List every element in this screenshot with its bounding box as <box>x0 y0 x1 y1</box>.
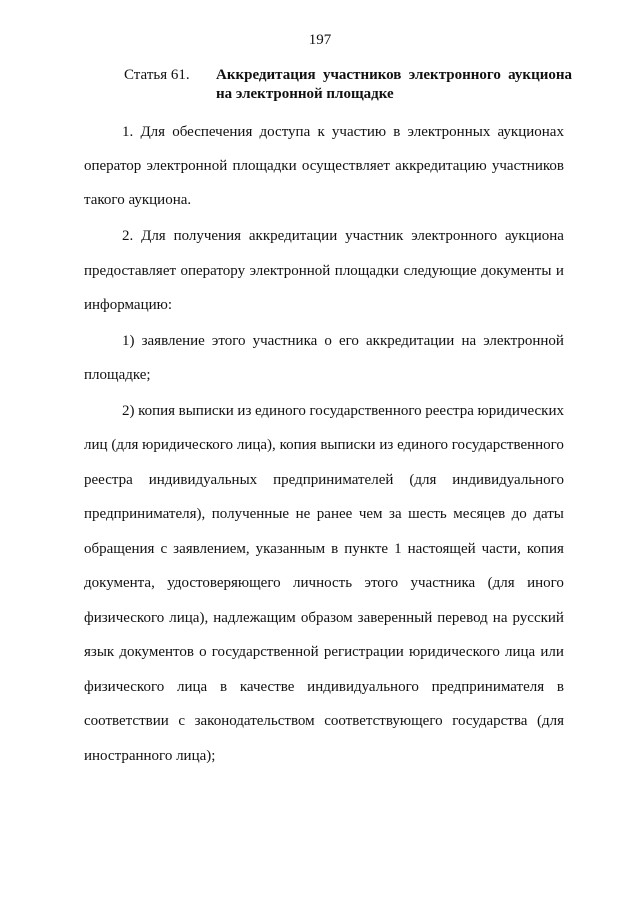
word: из <box>237 403 252 419</box>
word: аккредитации <box>248 228 338 244</box>
text-line <box>84 158 564 175</box>
word: оператору <box>180 263 246 279</box>
word: (для <box>536 713 564 729</box>
word: или <box>540 644 564 660</box>
word: площадки <box>232 158 297 174</box>
word: с <box>160 541 168 557</box>
text-line <box>84 472 564 489</box>
word: участника <box>252 333 318 349</box>
word: его <box>338 333 359 349</box>
word: документы <box>481 263 552 279</box>
word: единого <box>397 437 448 453</box>
word: индивидуальных <box>148 472 258 488</box>
word: в <box>331 541 339 557</box>
word: реестра <box>84 472 133 488</box>
text-line <box>122 228 564 245</box>
word: этого <box>211 333 246 349</box>
text-line <box>84 541 564 558</box>
word: пункте <box>344 541 389 557</box>
article-title: Аккредитация участников электронного аукциона на электронной площадке <box>216 67 572 102</box>
word: копия <box>526 541 564 557</box>
word: заявлением, <box>173 541 250 557</box>
word: индивидуального <box>452 472 564 488</box>
word: полученные <box>211 506 290 522</box>
word: физического <box>84 610 165 626</box>
article-label: Статья 61. <box>124 67 190 83</box>
word: копия <box>138 403 176 419</box>
word: надлежащим <box>213 610 296 626</box>
word: с <box>178 713 186 729</box>
text-line <box>84 263 564 280</box>
word: даты <box>533 506 564 522</box>
word: удостоверяющего <box>167 575 281 591</box>
word: качестве <box>239 679 295 695</box>
word: копия <box>279 437 317 453</box>
word: реестра <box>425 403 474 419</box>
word: в <box>393 124 401 140</box>
word: заявление <box>141 333 205 349</box>
word: электронного <box>411 228 498 244</box>
word: перевод <box>437 610 488 626</box>
word: аккредитации <box>366 333 455 349</box>
text-line <box>84 713 564 730</box>
word: лиц <box>84 437 108 453</box>
word: русский <box>512 610 564 626</box>
word: Для <box>141 228 166 244</box>
word: обращения <box>84 541 155 557</box>
word: индивидуального <box>307 679 419 695</box>
word: участника <box>410 575 476 591</box>
word: следующие <box>403 263 477 279</box>
word: электронной <box>146 158 228 174</box>
word: обеспечения <box>172 124 253 140</box>
word: шесть <box>408 506 447 522</box>
text-line <box>84 506 564 523</box>
word: 1. <box>122 124 134 140</box>
word: оператор <box>84 158 142 174</box>
word: электронной <box>483 333 564 349</box>
word: доступа <box>259 124 311 140</box>
text-line <box>84 679 564 696</box>
word: части, <box>481 541 521 557</box>
word: аккредитацию <box>395 158 487 174</box>
text-line: иностранного лица); <box>84 748 216 764</box>
word: месяцев <box>453 506 506 522</box>
word: 2. <box>122 228 134 244</box>
word: осуществляет <box>301 158 390 174</box>
word: аукционах <box>497 124 564 140</box>
word: Для <box>140 124 166 140</box>
word: участник <box>345 228 404 244</box>
word: электронной <box>249 263 331 279</box>
word: за <box>389 506 402 522</box>
word: площадки <box>334 263 399 279</box>
word: язык <box>84 644 115 660</box>
word: образом <box>300 610 353 626</box>
word: не <box>295 506 311 522</box>
page-number: 197 <box>308 32 332 48</box>
word: заверенный <box>357 610 433 626</box>
text-line: такого аукциона. <box>84 192 192 208</box>
word: законодательством <box>194 713 315 729</box>
word: предпринимателя <box>431 679 545 695</box>
word: в <box>219 679 228 695</box>
text-line: площадке; <box>84 367 151 383</box>
word: лица), <box>169 610 209 626</box>
word: соответствии <box>84 713 169 729</box>
word: лица <box>505 644 536 660</box>
word: участию <box>331 124 387 140</box>
word: физического <box>84 679 165 695</box>
word: указанным <box>255 541 326 557</box>
word: (для <box>409 472 437 488</box>
word: 2) <box>122 403 135 419</box>
word: государственного <box>451 437 564 453</box>
word: 1 <box>394 541 402 557</box>
word: из <box>379 437 394 453</box>
word: соответствующего <box>324 713 443 729</box>
word: регистрации <box>323 644 404 660</box>
word: юридических <box>477 403 564 419</box>
word: выписки <box>320 437 376 453</box>
text-line <box>84 575 564 592</box>
word: в <box>556 679 564 695</box>
word: участников <box>491 158 564 174</box>
word: государственного <box>309 403 422 419</box>
text-line <box>84 644 564 661</box>
word: личность <box>293 575 353 591</box>
word: настоящей <box>407 541 476 557</box>
word: юридического <box>408 644 500 660</box>
text-line: информацию: <box>84 297 173 313</box>
text-line <box>122 333 564 350</box>
word: юридического <box>142 437 234 453</box>
word: единого <box>254 403 306 419</box>
word: предпринимателей <box>273 472 394 488</box>
word: государственной <box>211 644 319 660</box>
text-line <box>84 610 564 627</box>
word: до <box>511 506 527 522</box>
word: иного <box>527 575 564 591</box>
word: (для <box>111 437 139 453</box>
word: предпринимателя), <box>84 506 206 522</box>
text-line <box>122 403 564 420</box>
word: выписки <box>178 403 234 419</box>
word: к <box>317 124 325 140</box>
word: (для <box>487 575 515 591</box>
word: о <box>324 333 332 349</box>
word: предоставляет <box>84 263 177 279</box>
text-line <box>84 437 564 454</box>
word: на <box>492 610 508 626</box>
word: этого <box>364 575 399 591</box>
word: электронных <box>407 124 491 140</box>
word: 1) <box>122 333 135 349</box>
word: чем <box>358 506 383 522</box>
text-line <box>122 124 564 141</box>
word: ранее <box>316 506 353 522</box>
word: лица), <box>236 437 276 453</box>
word: документа, <box>84 575 155 591</box>
word: аукциона <box>505 228 564 244</box>
word: государства <box>452 713 528 729</box>
word: о <box>199 644 207 660</box>
word: и <box>555 263 564 279</box>
word: лица <box>177 679 208 695</box>
word: получения <box>173 228 242 244</box>
word: на <box>461 333 477 349</box>
word: документов <box>119 644 194 660</box>
